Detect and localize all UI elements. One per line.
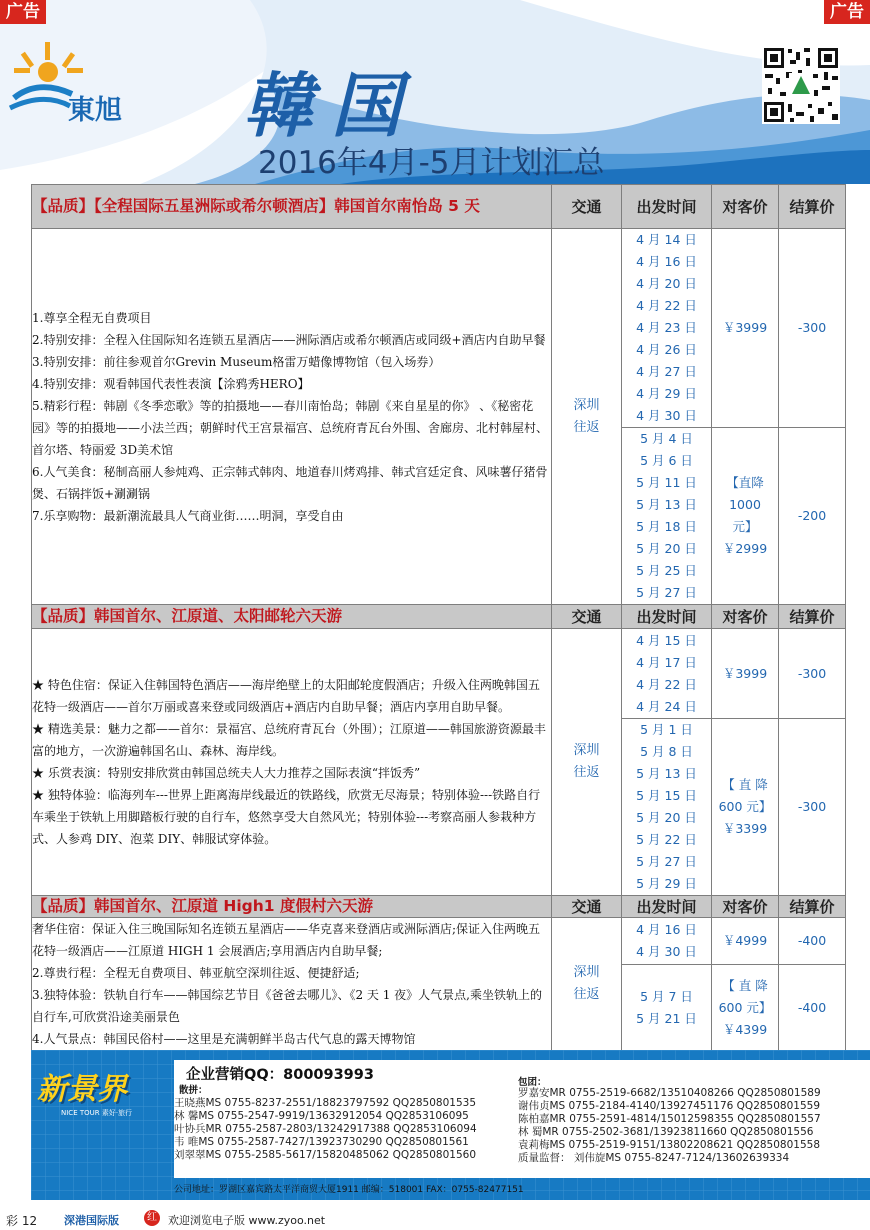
client-price: 【 直 降 600 元】 ￥4399	[712, 965, 779, 1051]
col-price: 对客价	[712, 185, 779, 229]
col-settle: 结算价	[779, 185, 846, 229]
scatter-label: 散拼：	[179, 1085, 208, 1096]
settle-price: -400	[779, 918, 846, 965]
page-subtitle: 2016年4月-5月计划汇总	[258, 145, 605, 181]
departure-dates: 5 月 7 日 5 月 21 日	[622, 965, 712, 1051]
edition-label: 深港国际版	[64, 1214, 119, 1227]
settle-price: -200	[779, 428, 846, 605]
col-transport: 交通	[552, 185, 622, 229]
contact-line: 谢伟贞MS 0755-2184-4140/13927451176 QQ2850801559	[518, 1100, 820, 1112]
package-description: 奢华住宿：保证入住三晚国际知名连锁五星酒店——华克喜来登酒店或洲际酒店;保证入住两晚五花特一级酒店——江原道 HIGH 1 会展酒店;享用酒店内自助早餐; 2.尊贵行程：全程无自费项目、韩亚航空深圳往返、便捷舒适; 3.独特体验：铁轨自行车——韩国综艺节目《爸爸去哪儿》、《2 天 1 夜》人气景点,乘坐铁轨上的自行车,可欣赏沿途美丽景色 4.人气景点：韩国民俗村——这里是充满朝鲜半岛古代气息的露天博物馆	[32, 918, 552, 1051]
contact-line: 质量监督： 刘伟旋MS 0755-8247-7124/13602639334	[518, 1152, 790, 1164]
package-description: ★ 特色住宿：保证入住韩国特色酒店——海岸绝壁上的太阳邮轮度假酒店；升级入住两晚韩国五花特一级酒店——首尔万丽或喜来登或同级酒店+酒店内自助早餐；酒店内享用自助早餐。 ★ 精选美景：魅力之都——首尔：景福宫、总统府青瓦台（外围）；江原道——韩国旅游资源最丰富的地方，一次游遍韩国名山、森林、海岸线。 ★ 乐赏表演：特别安排欣赏由韩国总统夫人大力推荐之国际表演“拌饭秀” ★ 独特体验：临海列车---世界上距离海岸线最近的铁路线，欣赏无尽海景；特别体验---铁路自行车乘坐于铁轨上用脚踏板行驶的自行车，悠然享受大自然风光；特别体验---考察高丽人参栽种方式、人参鸡 DIY、泡菜 DIY、韩服试穿体验。	[32, 629, 552, 896]
brand-logo: 東旭	[68, 95, 122, 126]
package-table-1	[31, 184, 846, 605]
client-price: 【直降 1000 元】 ￥2999	[712, 428, 779, 605]
client-price: ￥3999	[712, 229, 779, 428]
company-address: 公司地址：罗湖区嘉宾路太平洋商贸大厦1911 邮编：518001 FAX：0755-82477151	[174, 1185, 524, 1195]
contact-line: 刘翠翠MS 0755-2585-5617/15820485062 QQ2850801560	[174, 1149, 476, 1161]
contact-line: 林 蜀MR 0755-2502-3681/13923811660 QQ2850801556	[518, 1126, 814, 1138]
package-table-2	[31, 604, 846, 896]
client-price: ￥4999	[712, 918, 779, 965]
package-table-3	[31, 895, 846, 1051]
page-footer	[0, 1208, 870, 1230]
col-settle: 结算价	[779, 605, 846, 629]
package-description: 1.尊享全程无自费项目 2.特别安排：全程入住国际知名连锁五星酒店——洲际酒店或希尔顿酒店或同级+酒店内自助早餐 3.特别安排：前往参观首尔Grevin Museum格雷万蜡像博物馆（包入场券） 4.特别安排：观看韩国代表性表演【涂鸦秀HERO】 5.精彩行程：韩剧《冬季恋歌》等的拍摄地——春川南怡岛；韩剧《来自星星的你》 、《秘密花园》等的拍摄地——小法兰西；朝鲜时代王宫景福宫、总统府青瓦台外围、舍廊房、北村韩屋村、首尔塔、特丽爱 3D美术馆 6.人气美食：秘制高丽人参炖鸡、正宗韩式韩肉、地道春川烤鸡排、韩式宫廷定食、风味薯仔猪骨煲、石锅拌饭+涮涮锅 7.乐享购物：最新潮流最具人气商业街……明洞，享受自由	[32, 229, 552, 605]
ad-label-left: 广告	[0, 0, 46, 24]
settle-price: -300	[779, 229, 846, 428]
ad-label-right: 广告	[824, 0, 870, 24]
page-title: 韓国	[243, 64, 419, 147]
contact-line: 罗嘉安MR 0755-2519-6682/13510408266 QQ2850801589	[518, 1087, 821, 1099]
col-transport: 交通	[552, 896, 622, 918]
contact-line: 陈柏嘉MR 0755-2591-4814/15012598355 QQ2850801557	[518, 1113, 821, 1125]
client-price: ￥3999	[712, 629, 779, 719]
contact-line: 叶协兵MR 0755-2587-2803/13242917388 QQ2853106094	[174, 1123, 477, 1135]
departure-dates: 5 月 4 日 5 月 6 日 5 月 11 日 5 月 13 日 5 月 18 日 5 月 20 日 5 月 25 日 5 月 27 日	[622, 428, 712, 605]
settle-price: -400	[779, 965, 846, 1051]
page-header	[0, 0, 870, 184]
footer-ad	[31, 1050, 870, 1200]
edition-badge: 红	[144, 1210, 160, 1226]
col-transport: 交通	[552, 605, 622, 629]
contact-line: 王晓燕MS 0755-8237-2551/18823797592 QQ2850801535	[174, 1097, 476, 1109]
contact-line: 韦 唯MS 0755-2587-7427/13923730290 QQ2850801561	[174, 1136, 469, 1148]
footer-link[interactable]: 欢迎浏览电子版 www.zyoo.net	[168, 1214, 326, 1227]
departure-dates: 5 月 1 日 5 月 8 日 5 月 13 日 5 月 15 日 5 月 20 日 5 月 22 日 5 月 27 日 5 月 29 日	[622, 719, 712, 896]
package-title: 【品质】韩国首尔、江原道、太阳邮轮六天游	[32, 605, 552, 629]
charter-label: 包团：	[518, 1077, 547, 1088]
contact-panel	[174, 1060, 870, 1178]
departure-dates: 4 月 16 日 4 月 30 日	[622, 918, 712, 965]
departure-dates: 4 月 15 日 4 月 17 日 4 月 22 日 4 月 24 日	[622, 629, 712, 719]
contact-line: 袁莉梅MS 0755-2519-9151/13802208621 QQ2850801558	[518, 1139, 820, 1151]
transport-cell: 深圳 往返	[552, 918, 622, 1051]
package-title: 【品质】韩国首尔、江原道 High1 度假村六天游	[32, 896, 552, 918]
qq-line: 企业营销QQ：800093993	[186, 1067, 374, 1083]
package-title: 【品质】【全程国际五星洲际或希尔顿酒店】韩国首尔南怡岛 5 天	[32, 185, 552, 229]
footer-brand-logo: 新景界	[37, 1072, 127, 1107]
qr-code-icon	[762, 46, 840, 124]
col-price: 对客价	[712, 605, 779, 629]
col-departure: 出发时间	[622, 896, 712, 918]
col-departure: 出发时间	[622, 605, 712, 629]
transport-cell: 深圳 往返	[552, 229, 622, 605]
settle-price: -300	[779, 629, 846, 719]
client-price: 【 直 降 600 元】 ￥3399	[712, 719, 779, 896]
transport-cell: 深圳 往返	[552, 629, 622, 896]
col-departure: 出发时间	[622, 185, 712, 229]
col-settle: 结算价	[779, 896, 846, 918]
page-number: 彩 12	[6, 1214, 38, 1228]
col-price: 对客价	[712, 896, 779, 918]
settle-price: -300	[779, 719, 846, 896]
departure-dates: 4 月 14 日 4 月 16 日 4 月 20 日 4 月 22 日 4 月 23 日 4 月 26 日 4 月 27 日 4 月 29 日 4 月 30 日	[622, 229, 712, 428]
footer-brand-sub: NICE TOUR 素好·旅行	[61, 1109, 133, 1117]
contact-line: 林 馨MS 0755-2547-9919/13632912054 QQ2853106095	[174, 1110, 469, 1122]
